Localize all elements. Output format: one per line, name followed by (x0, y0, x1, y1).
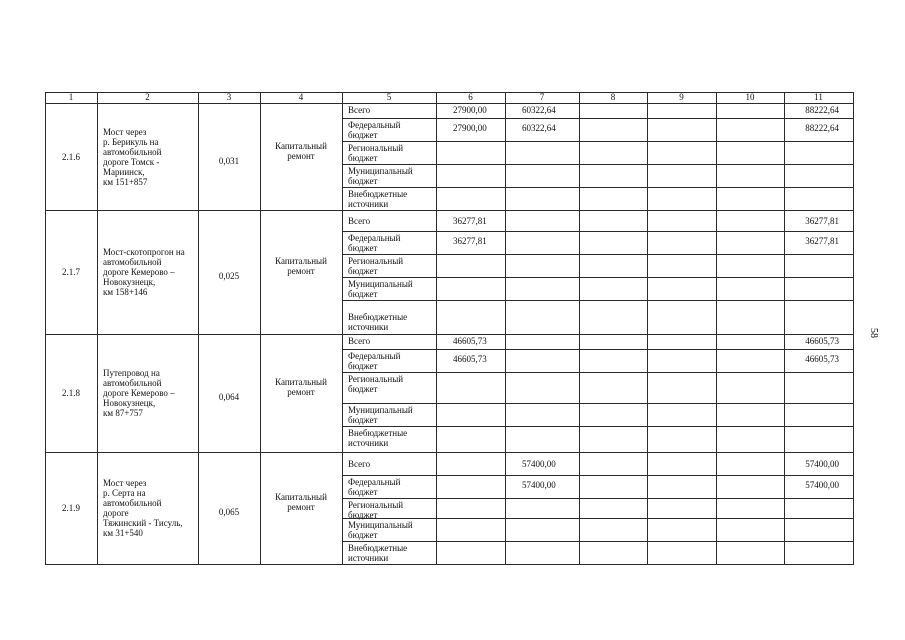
funding-source-label: Муниципальный бюджет (348, 405, 413, 425)
funding-source-label: Всего (348, 459, 371, 469)
amount-cell: 46605,73 (453, 354, 487, 364)
column-number-3: 3 (226, 92, 232, 102)
grid-line (784, 334, 785, 453)
grid-line (342, 277, 854, 278)
grid-line (342, 118, 854, 119)
funding-source-label: Федеральный бюджет (348, 120, 401, 140)
work-type: Капитальный ремонт (275, 492, 327, 512)
object-length: 0,064 (218, 392, 240, 402)
grid-line (342, 426, 854, 427)
grid-line (97, 103, 98, 211)
grid-line (342, 541, 854, 542)
grid-line (97, 452, 98, 565)
funding-source-label: Региональный бюджет (348, 500, 404, 520)
object-description: Мост через р. Серта на автомобильной дороге Тяжинский - Тисуль, км 31+540 (103, 478, 183, 538)
work-type: Капитальный ремонт (275, 256, 327, 276)
funding-source-label: Региональный бюджет (348, 374, 404, 394)
amount-cell: 57400,00 (522, 459, 556, 469)
work-type: Капитальный ремонт (275, 140, 327, 161)
amount-cell: 88222,64 (805, 105, 839, 115)
grid-line (436, 210, 437, 335)
amount-cell: 36277,81 (805, 216, 839, 226)
funding-source-label: Региональный бюджет (348, 143, 404, 163)
column-number-4: 4 (298, 92, 304, 102)
grid-line (342, 300, 854, 301)
grid-line (342, 452, 343, 565)
grid-line (342, 164, 854, 165)
funding-source-label: Федеральный бюджет (348, 477, 401, 497)
funding-source-label: Муниципальный бюджет (348, 279, 413, 299)
object-description: Мост-скотопрогон на автомобильной дороге Кемерово – Новокузнецк, км 158+146 (103, 247, 185, 297)
amount-cell: 46605,73 (805, 354, 839, 364)
column-number-6: 6 (468, 92, 473, 102)
group-id: 2.1.9 (62, 503, 80, 513)
column-number-7: 7 (539, 92, 545, 102)
column-number-8: 8 (610, 92, 616, 102)
grid-line (716, 334, 717, 453)
grid-line (647, 334, 648, 453)
grid-line (853, 334, 854, 453)
grid-line (784, 452, 785, 565)
page-number: 58 (868, 328, 879, 338)
grid-line (579, 452, 580, 565)
funding-source-label: Внебюджетные источники (348, 312, 408, 332)
amount-cell: 27900,00 (453, 105, 487, 115)
funding-source-label: Внебюджетные источники (348, 428, 408, 448)
amount-cell: 57400,00 (805, 480, 839, 490)
column-number-1: 1 (68, 92, 74, 102)
grid-line (342, 334, 343, 453)
grid-line (97, 334, 98, 453)
funding-source-label: Региональный бюджет (348, 256, 404, 276)
funding-source-label: Муниципальный бюджет (348, 520, 413, 540)
column-number-11: 11 (814, 92, 823, 102)
amount-cell: 57400,00 (522, 480, 556, 490)
funding-source-label: Внебюджетные источники (348, 543, 408, 563)
funding-source-label: Всего (348, 105, 371, 115)
column-number-2: 2 (145, 92, 150, 102)
grid-line (342, 349, 854, 350)
grid-line (505, 334, 506, 453)
grid-line (647, 210, 648, 335)
amount-cell: 57400,00 (805, 459, 839, 469)
grid-line (342, 498, 854, 499)
group-id: 2.1.6 (62, 151, 80, 162)
grid-line (579, 210, 580, 335)
grid-line (505, 210, 506, 335)
object-length: 0,025 (218, 271, 240, 281)
funding-source-label: Внебюджетные источники (348, 189, 408, 209)
grid-line (342, 187, 854, 188)
grid-line (436, 103, 437, 211)
grid-line (342, 141, 854, 142)
grid-line (342, 103, 343, 211)
amount-cell: 60322,64 (522, 105, 556, 115)
grid-line (342, 210, 343, 335)
grid-line (342, 403, 854, 404)
group-id: 2.1.8 (62, 388, 80, 398)
grid-line (579, 334, 580, 453)
column-number-10: 10 (745, 92, 755, 102)
work-type: Капитальный ремонт (275, 377, 327, 397)
grid-line (342, 254, 854, 255)
funding-source-label: Федеральный бюджет (348, 351, 401, 371)
object-description: Мост через р. Берикуль на автомобильной дороге Томск - Мариинск, км 151+857 (103, 126, 162, 187)
grid-line (853, 452, 854, 565)
grid-line (436, 334, 437, 453)
grid-line (647, 103, 648, 211)
object-length: 0,031 (218, 155, 240, 166)
column-number-9: 9 (679, 92, 684, 102)
grid-line (716, 103, 717, 211)
amount-cell: 46605,73 (805, 336, 839, 346)
grid-line (716, 452, 717, 565)
funding-source-label: Федеральный бюджет (348, 233, 401, 253)
grid-line (505, 103, 506, 211)
funding-source-label: Муниципальный бюджет (348, 166, 413, 186)
grid-line (342, 372, 854, 373)
object-description: Путепровод на автомобильной дороге Кемерово – Новокузнецк, км 87+757 (103, 368, 175, 418)
amount-cell: 36277,81 (453, 216, 487, 226)
object-length: 0,065 (218, 507, 240, 517)
grid-line (505, 452, 506, 565)
grid-line (342, 475, 854, 476)
grid-line (853, 103, 854, 211)
grid-line (436, 452, 437, 565)
grid-line (97, 210, 98, 335)
grid-line (647, 452, 648, 565)
amount-cell: 36277,81 (453, 236, 487, 246)
grid-line (784, 103, 785, 211)
grid-line (342, 231, 854, 232)
amount-cell: 46605,73 (453, 336, 487, 346)
grid-line (716, 210, 717, 335)
amount-cell: 36277,81 (805, 236, 839, 246)
grid-line (784, 210, 785, 335)
funding-source-label: Всего (348, 216, 371, 226)
column-number-5: 5 (386, 92, 392, 102)
amount-cell: 88222,64 (805, 123, 839, 133)
group-id: 2.1.7 (62, 267, 80, 277)
amount-cell: 27900,00 (453, 123, 487, 133)
amount-cell: 60322,64 (522, 123, 556, 133)
funding-source-label: Всего (348, 336, 371, 346)
grid-line (853, 210, 854, 335)
grid-line (579, 103, 580, 211)
grid-line (45, 564, 854, 565)
